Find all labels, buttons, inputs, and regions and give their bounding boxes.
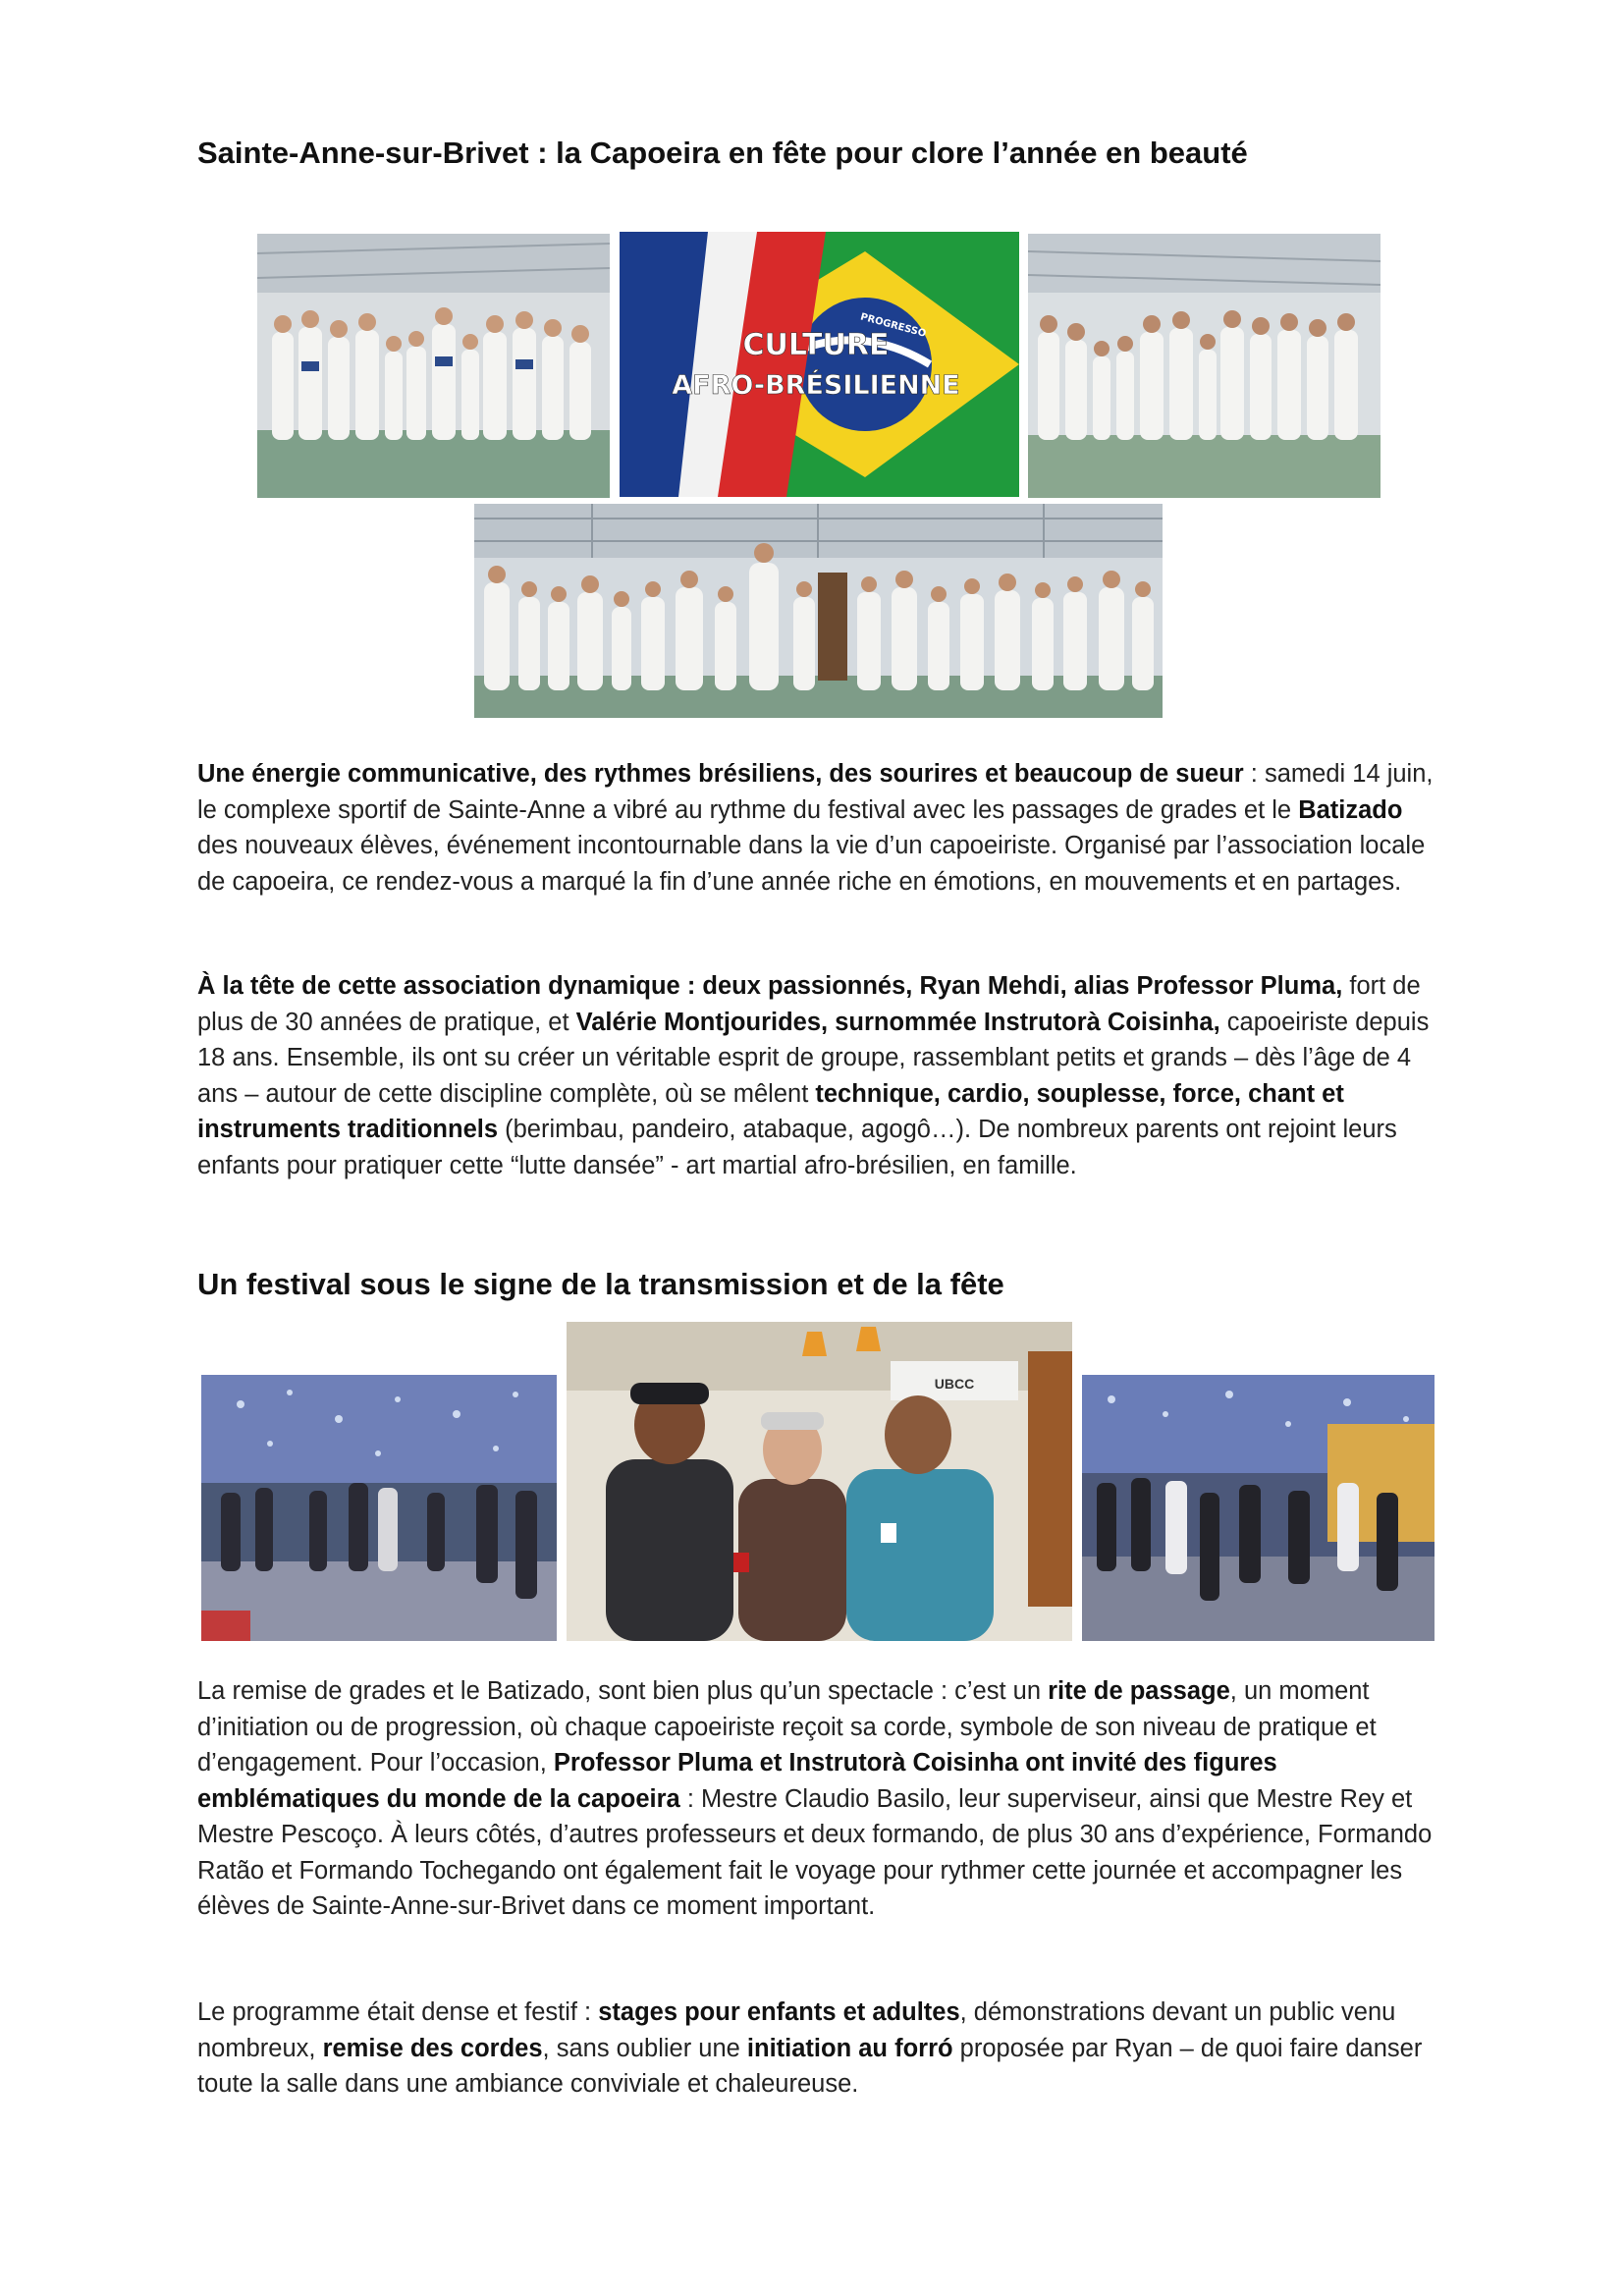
dance-floor-photo-right xyxy=(1082,1375,1435,1641)
p1-bold-2: Batizado xyxy=(1298,795,1403,824)
paragraph-1 xyxy=(197,756,1444,900)
p2-text-2: capoeiriste depuis 18 ans. Ensemble, ils ont su créer un véritable esprit de groupe, rassemblant petits et grands – dès l’âge de 4 ans – autour de cette discipline complète, où se mêlent xyxy=(197,1008,1430,1108)
section-title: Un festival sous le signe de la transmission et de la fête xyxy=(197,1267,1004,1301)
paragraph-4 xyxy=(197,1995,1444,2103)
p4-text-2: , démonstrations devant un public venu nombreux, xyxy=(197,1998,1396,2062)
culture-afro-bresilienne-flag-image xyxy=(620,232,1019,497)
dance-floor-photo-left xyxy=(201,1375,557,1641)
p4-text-1: Le programme était dense et festif : xyxy=(197,1998,599,2026)
p3-text-3: : Mestre Claudio Basilo, leur superviseur, ainsi que Mestre Rey et Mestre Pescoço. À leurs côtés, d’autres professeurs et deux formando, de plus 30 ans d’expérience, Formando Ratão et Formando Tochegando ont également fait le voyage pour rythmer cette journée et accompagner les élèves de Sainte-Anne-sur-Brivet dans ce moment important. xyxy=(197,1784,1433,1920)
article-title: Sainte-Anne-sur-Brivet : la Capoeira en fête pour clore l’année en beauté xyxy=(197,136,1248,170)
flag-badge-text: PROGRESSO xyxy=(859,311,928,340)
p2-bold-1: À la tête de cette association dynamique : deux passionnés, Ryan Mehdi, alias Professor Pluma, xyxy=(197,972,1343,1000)
p3-bold-1: rite de passage xyxy=(1048,1677,1230,1705)
paragraph-2 xyxy=(197,968,1444,1183)
paragraph-3 xyxy=(197,1673,1444,1925)
p2-text-1: fort de plus de 30 années de pratique, et xyxy=(197,972,1421,1036)
group-photo-left xyxy=(257,234,610,498)
p1-text-1: : samedi 14 juin, le complexe sportif de Sainte-Anne a vibré au rythme du festival avec les passages de grades et le xyxy=(197,760,1434,824)
p4-text-4: proposée par Ryan – de quoi faire danser toute la salle dans une ambiance conviviale et chaleureuse. xyxy=(197,2034,1423,2098)
p2-bold-2: Valérie Montjourides, surnommée Instrutorà Coisinha, xyxy=(575,1008,1220,1036)
flag-line1-text: CULTURE xyxy=(742,328,890,362)
p4-bold-2: remise des cordes xyxy=(322,2034,543,2062)
p1-bold-1: Une énergie communicative, des rythmes brésiliens, des sourires et beaucoup de sueur xyxy=(197,760,1244,788)
p2-text-3: (berimbau, pandeiro, atabaque, agogô…). De nombreux parents ont rejoint leurs enfants pour pratiquer cette “lutte dansée” - art martial afro-brésilien, en famille. xyxy=(197,1116,1397,1179)
group-photo-right xyxy=(1028,234,1380,498)
p1-text-2: des nouveaux élèves, événement incontournable dans la vie d’un capoeiriste. Organisé par l’association locale de capoeira, ce rendez-vous a marqué la fin d’une année riche en émotions, en mouvements et en partages. xyxy=(197,832,1426,896)
p4-bold-3: initiation au forró xyxy=(746,2034,953,2062)
p3-bold-2: Professor Pluma et Instrutorà Coisinha ont invité des figures emblématiques du monde de la capoeira xyxy=(197,1749,1277,1813)
three-men-photo xyxy=(567,1322,1072,1641)
p2-bold-3: technique, cardio, souplesse, force, chant et instruments traditionnels xyxy=(197,1079,1344,1143)
p3-text-1: La remise de grades et le Batizado, sont bien plus qu’un spectacle : c’est un xyxy=(197,1677,1049,1705)
group-photo-bottom xyxy=(474,504,1163,718)
p4-bold-1: stages pour enfants et adultes xyxy=(598,1998,960,2026)
flag-line2-text: AFRO-BRÉSILIENNE xyxy=(672,370,960,401)
p3-text-2: , un moment d’initiation ou de progression, où chaque capoeiriste reçoit sa corde, symbole de son niveau de pratique et d’engagement. Pour l’occasion, xyxy=(197,1677,1377,1777)
p4-text-3: , sans oublier une xyxy=(542,2034,747,2062)
cafe-sign-text: UBCC xyxy=(934,1376,975,1392)
